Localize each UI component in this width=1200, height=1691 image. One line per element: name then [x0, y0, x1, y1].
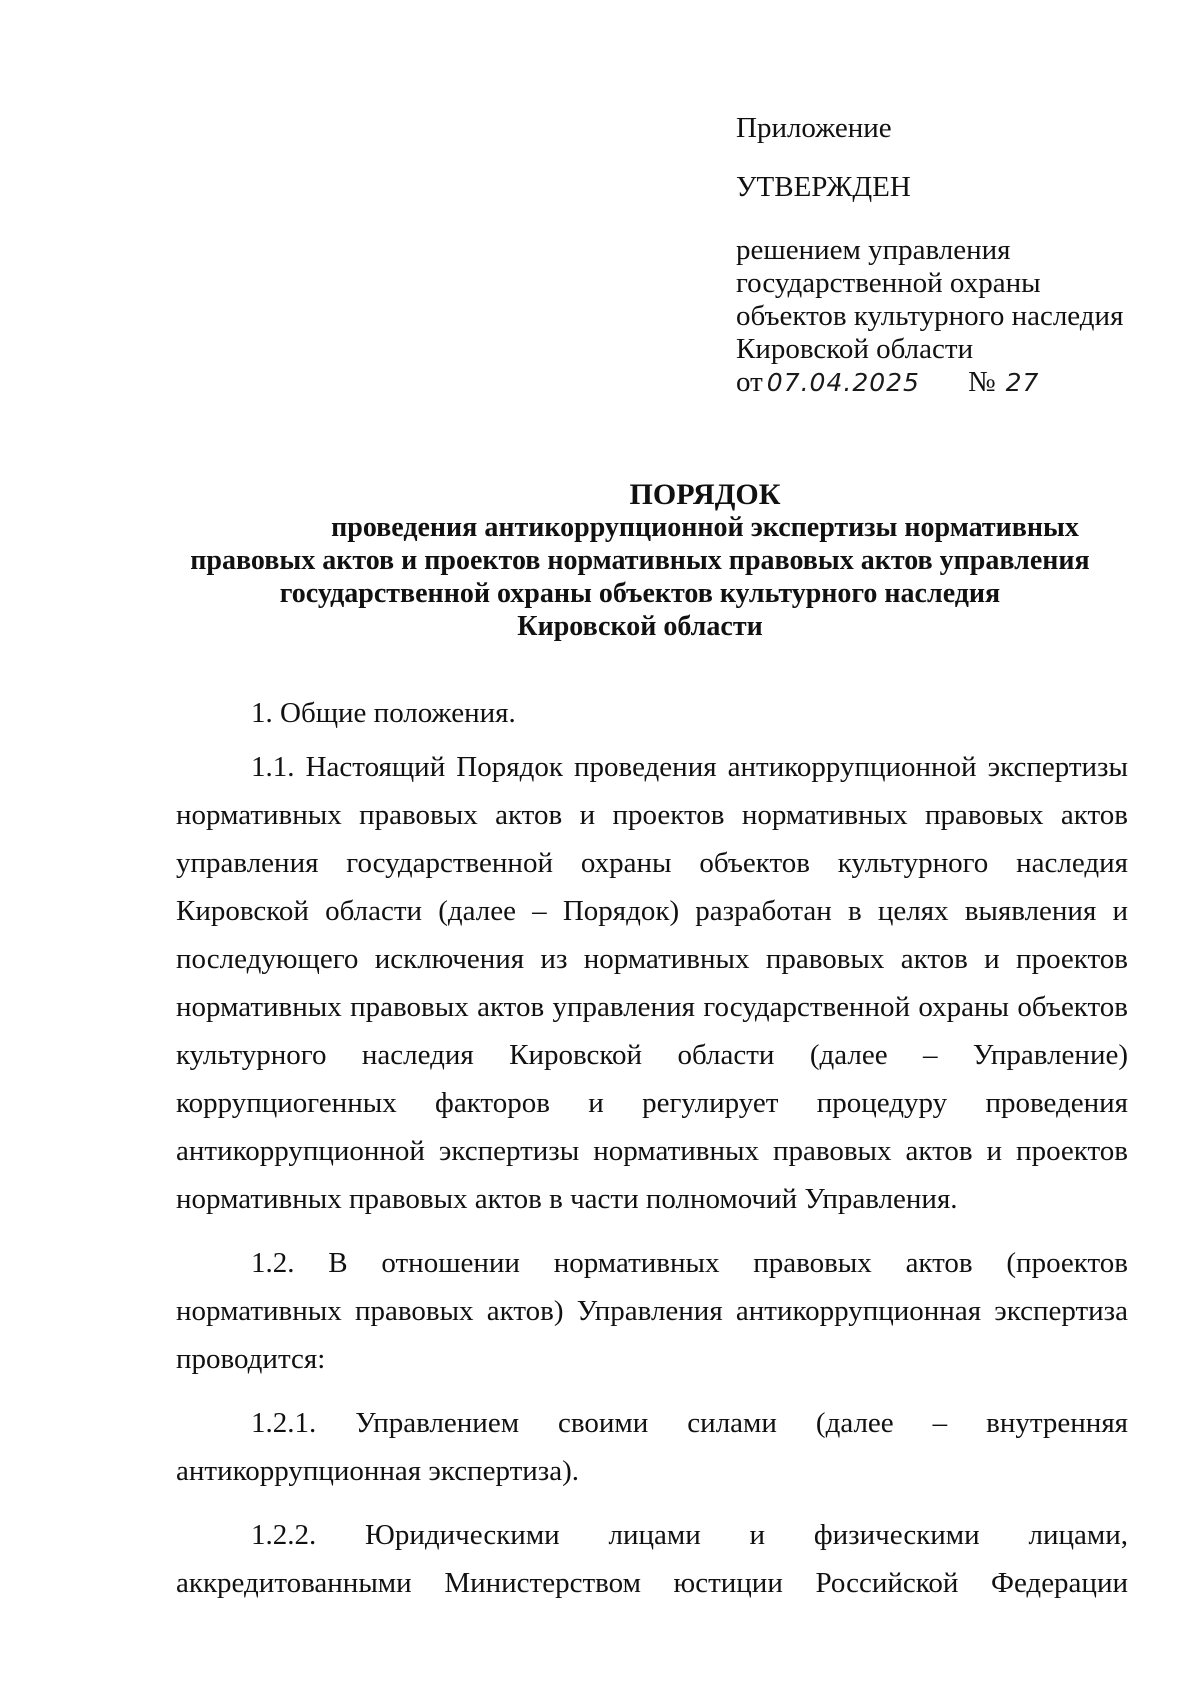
decision-line: государственной охраны	[736, 267, 1041, 299]
handwritten-date: 07.04.2025	[766, 368, 920, 397]
document-title-block	[160, 478, 1120, 643]
from-label: от	[736, 366, 763, 398]
decision-line: объектов культурного наследия	[736, 300, 1124, 332]
title-line: Кировской области	[517, 611, 763, 642]
number-label: №	[967, 366, 996, 398]
appendix-label: Приложение	[736, 112, 892, 144]
document-title: ПОРЯДОК	[629, 478, 781, 511]
decision-line: Кировской области	[736, 333, 974, 365]
title-line: правовых актов и проектов нормативных правовых актов управления	[190, 545, 1090, 576]
approved-label: УТВЕРЖДЕН	[736, 171, 911, 203]
paragraph-1-1: 1.1. Настоящий Порядок проведения антикоррупционной экспертизы нормативных правовых актов и проектов нормативных правовых актов управления государственной охраны объектов культурного наследия Кировской области (далее – Порядок) разработан в целях выявления и последующего исключения из нормативных правовых актов и проектов нормативных правовых актов управления государственной охраны объектов культурного наследия Кировской области (далее – Управление) коррупциогенных факторов и регулирует процедуру проведения антикоррупционной экспертизы нормативных правовых актов и проектов нормативных правовых актов в части полномочий Управления.	[176, 751, 1128, 1215]
handwritten-number: 27	[1005, 368, 1040, 397]
decision-text	[736, 234, 1156, 366]
title-line: государственной охраны объектов культурного наследия	[279, 578, 1001, 609]
paragraph-1-2-2: 1.2.2. Юридическими лицами и физическими лицами, аккредитованными Министерством юстиции Российской Федерации	[176, 1519, 1128, 1599]
title-line: проведения антикоррупционной экспертизы нормативных	[331, 512, 1079, 543]
paragraph-1-2: 1.2. В отношении нормативных правовых актов (проектов нормативных правовых актов) Управления антикоррупционная экспертиза проводится:	[176, 1247, 1128, 1375]
paragraph-1-2-1: 1.2.1. Управлением своими силами (далее – внутренняя антикоррупционная экспертиза).	[176, 1407, 1128, 1487]
approval-block	[736, 112, 1156, 399]
decision-reference	[736, 366, 1156, 399]
decision-line: решением управления	[736, 234, 1011, 266]
document-body	[176, 695, 1128, 1623]
section-heading: 1. Общие положения.	[251, 697, 516, 729]
